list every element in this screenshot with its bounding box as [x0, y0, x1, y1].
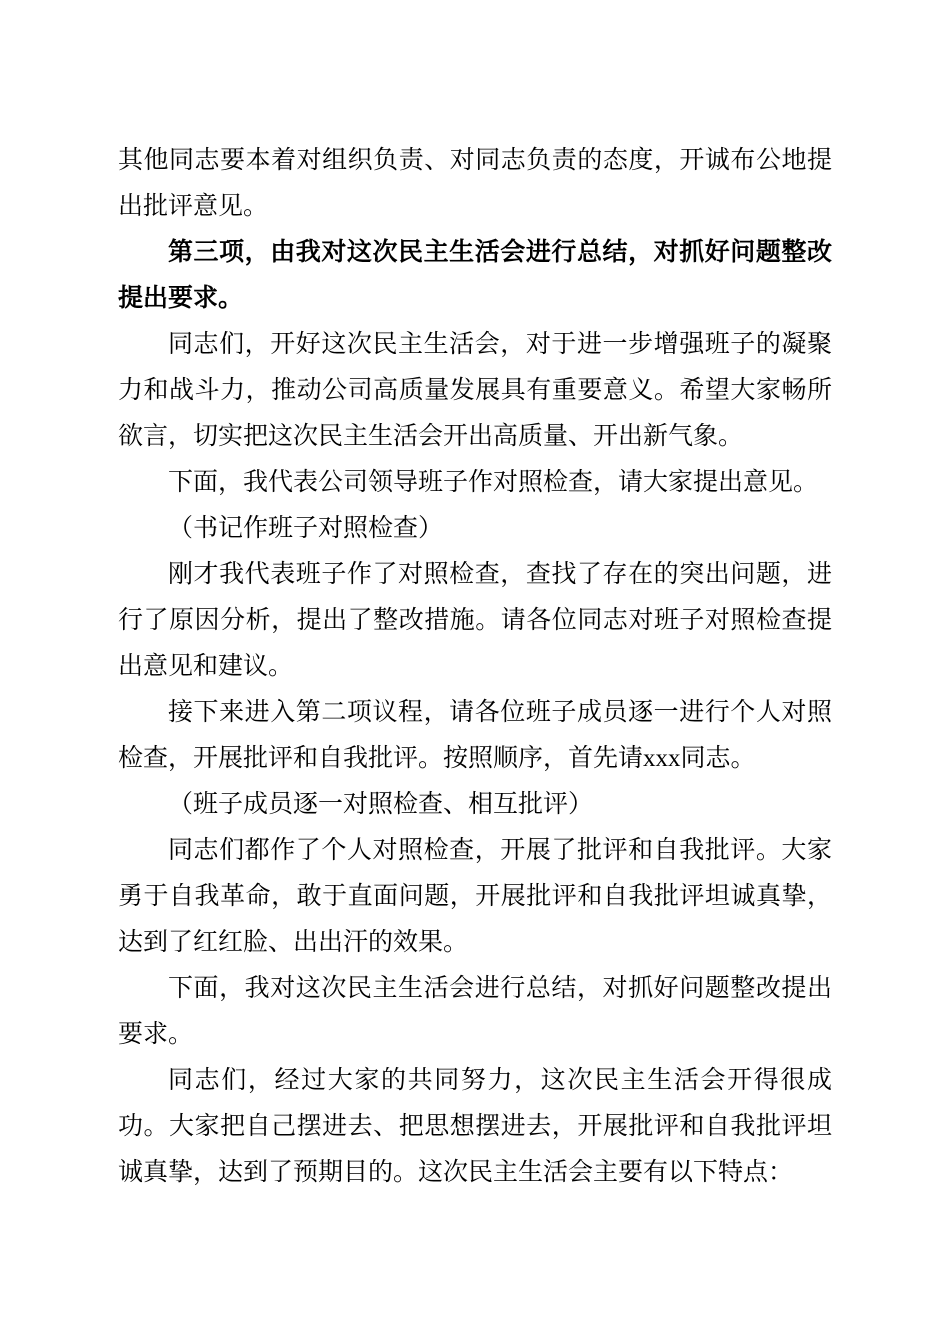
paragraph-section-heading: 第三项，由我对这次民主生活会进行总结，对抓好问题整改提出要求。 — [118, 239, 832, 312]
paragraph: 下面，我对这次民主生活会进行总结，对抓好问题整改提出要求。 — [118, 975, 832, 1048]
paragraph: 同志们都作了个人对照检查，开展了批评和自我批评。大家勇于自我革命，敢于直面问题，开展批评和自我批评坦诚真挚，达到了红红脸、出出汗的效果。 — [118, 837, 832, 956]
paragraph-stage-direction: （书记作班子对照检查） — [168, 515, 444, 542]
paragraph: 同志们，开好这次民主生活会，对于进一步增强班子的凝聚力和战斗力，推动公司高质量发展具有重要意义。希望大家畅所欲言，切实把这次民主生活会开出高质量、开出新气象。 — [118, 331, 832, 450]
paragraph: 下面，我代表公司领导班子作对照检查，请大家提出意见。 — [168, 469, 819, 496]
paragraph: 刚才我代表班子作了对照检查，查找了存在的突出问题，进行了原因分析，提出了整改措施。请各位同志对班子对照检查提出意见和建议。 — [118, 561, 832, 680]
paragraph: 同志们，经过大家的共同努力，这次民主生活会开得很成功。大家把自己摆进去、把思想摆进去，开展批评和自我批评坦诚真挚，达到了预期目的。这次民主生活会主要有以下特点： — [118, 1067, 832, 1186]
paragraph-stage-direction: （班子成员逐一对照检查、相互批评） — [168, 791, 594, 818]
paragraph: 接下来进入第二项议程，请各位班子成员逐一进行个人对照检查，开展批评和自我批评。按照顺序，首先请xxx同志。 — [118, 699, 832, 772]
paragraph-continuation: 其他同志要本着对组织负责、对同志负责的态度，开诚布公地提出批评意见。 — [118, 147, 832, 220]
